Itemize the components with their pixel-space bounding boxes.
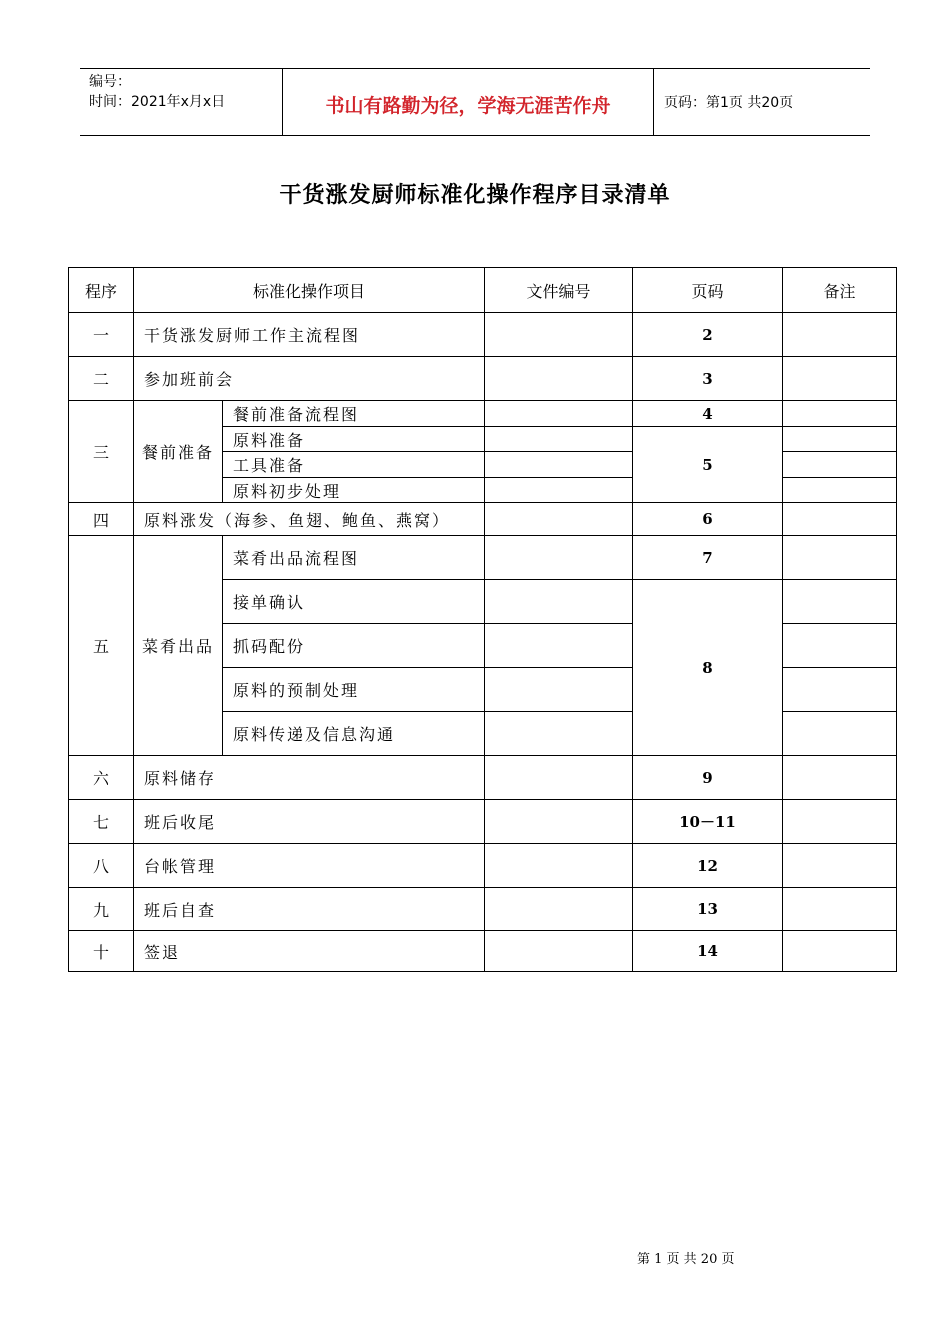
row-file-no [485,313,633,357]
header-meta [80,69,282,135]
table-row [69,844,897,888]
number-label: 编号： [89,74,131,90]
row-item: 班后收尾 [134,800,485,844]
row-page: 5 [633,427,783,503]
table-row [69,756,897,800]
row-seq: 八 [69,844,134,888]
toc-table [68,267,897,972]
row-seq: 三 [69,401,134,503]
row-remark [783,503,897,536]
row-remark [783,668,897,712]
row-page: 8 [633,580,783,756]
row-file-no [485,712,633,756]
row-file-no [485,888,633,931]
row-seq: 一 [69,313,134,357]
row-file-no [485,668,633,712]
row-remark [783,624,897,668]
document-title: 干货涨发厨师标准化操作程序目录清单 [279,183,671,208]
row-subitem: 餐前准备流程图 [223,401,485,427]
time-label: 时间：2021年x月x日 [89,94,226,110]
header-item: 标准化操作项目 [134,268,485,313]
row-item: 原料储存 [134,756,485,800]
table-row [69,888,897,931]
row-seq: 四 [69,503,134,536]
row-remark [783,536,897,580]
row-item: 签退 [134,931,485,972]
row-subitem: 原料的预制处理 [223,668,485,712]
row-page: 6 [633,503,783,536]
row-page: 9 [633,756,783,800]
row-remark [783,427,897,452]
row-page: 7 [633,536,783,580]
row-subitem: 原料初步处理 [223,478,485,503]
row-remark [783,401,897,427]
row-subitem: 抓码配份 [223,624,485,668]
row-remark [783,931,897,972]
table-row [69,313,897,357]
row-remark [783,756,897,800]
row-remark [783,712,897,756]
header-page: 页码 [633,268,783,313]
row-seq: 九 [69,888,134,931]
row-file-no [485,580,633,624]
header-motto-cell [282,69,654,135]
row-file-no [485,427,633,452]
row-seq: 七 [69,800,134,844]
row-page: 13 [633,888,783,931]
row-file-no [485,536,633,580]
row-file-no [485,357,633,401]
row-subitem: 工具准备 [223,452,485,478]
header-file-no: 文件编号 [485,268,633,313]
row-subitem: 菜肴出品流程图 [223,536,485,580]
row-group: 菜肴出品 [134,536,223,756]
table-row [69,536,897,580]
row-remark [783,800,897,844]
row-remark [783,478,897,503]
row-item: 台帐管理 [134,844,485,888]
row-seq: 六 [69,756,134,800]
row-subitem: 原料传递及信息沟通 [223,712,485,756]
row-remark [783,844,897,888]
row-item: 参加班前会 [134,357,485,401]
row-file-no [485,756,633,800]
row-remark [783,313,897,357]
row-seq: 二 [69,357,134,401]
row-file-no [485,401,633,427]
row-item: 原料涨发（海参、鱼翅、鲍鱼、燕窝） [134,503,485,536]
row-file-no [485,931,633,972]
row-page: 2 [633,313,783,357]
header-remark: 备注 [783,268,897,313]
row-seq: 十 [69,931,134,972]
page-info: 页码：第1页 共20页 [664,95,794,111]
row-group: 餐前准备 [134,401,223,503]
row-file-no [485,800,633,844]
row-page: 12 [633,844,783,888]
row-item: 班后自查 [134,888,485,931]
row-remark [783,452,897,478]
page-footer: 第 1 页 共 20 页 [637,1252,735,1267]
row-file-no [485,503,633,536]
table-row [69,357,897,401]
page-header [80,68,870,136]
row-page: 14 [633,931,783,972]
row-subitem: 原料准备 [223,427,485,452]
row-subitem: 接单确认 [223,580,485,624]
header-seq: 程序 [69,268,134,313]
table-row [69,800,897,844]
row-remark [783,888,897,931]
row-seq: 五 [69,536,134,756]
row-file-no [485,478,633,503]
row-page: 4 [633,401,783,427]
table-row [69,503,897,536]
table-header-row [69,268,897,313]
row-page: 3 [633,357,783,401]
motto: 书山有路勤为径，学海无涯苦作舟 [325,94,611,117]
row-remark [783,357,897,401]
row-page: 10－11 [633,800,783,844]
header-page-info [654,69,870,135]
row-file-no [485,844,633,888]
row-file-no [485,452,633,478]
row-item: 干货涨发厨师工作主流程图 [134,313,485,357]
row-file-no [485,624,633,668]
table-row [69,931,897,972]
table-row [69,401,897,427]
row-remark [783,580,897,624]
